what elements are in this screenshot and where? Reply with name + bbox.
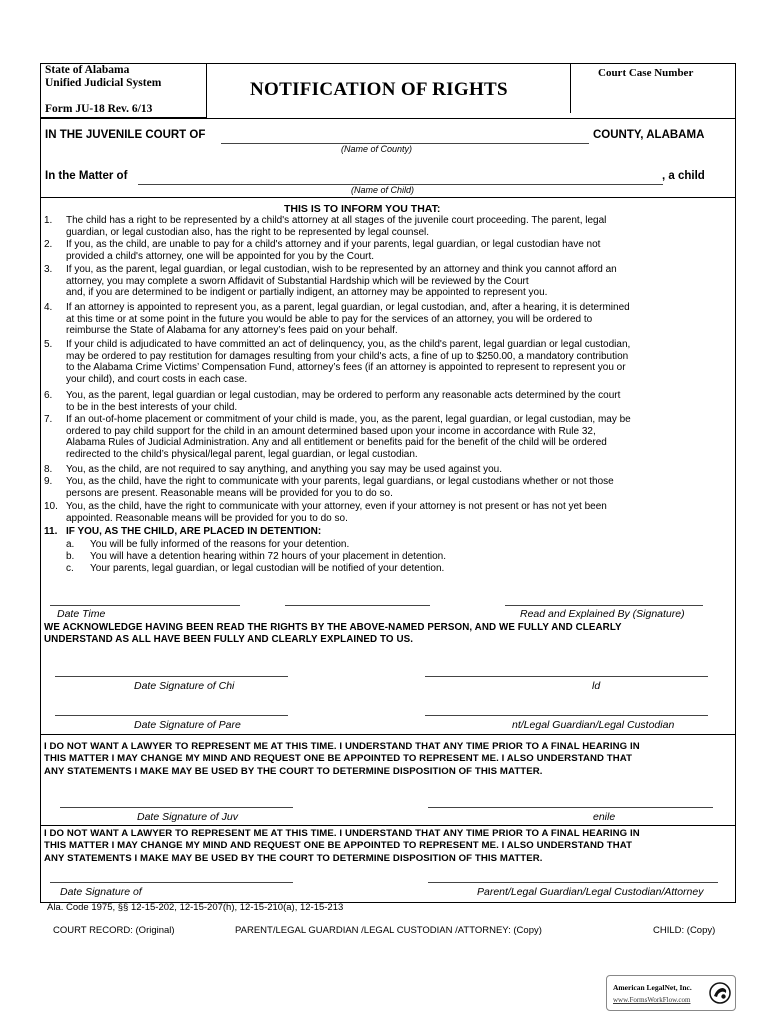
date-time-label: Date Time	[57, 608, 106, 620]
form-id: Form JU-18 Rev. 6/13	[45, 103, 153, 115]
publisher-logo-icon	[709, 982, 731, 1004]
right-item-2: 2. If you, as the child, are unable to pay for a child's attorney and if your parents, legal guardian, or legal custodian have not provided a child's attorney, one will be appointed for you by the Court.	[44, 239, 601, 262]
matter-suffix: , a child	[662, 170, 705, 182]
juvenile-sig-right: enile	[593, 811, 616, 823]
court-prefix: IN THE JUVENILE COURT OF	[45, 129, 206, 141]
read-by-line[interactable]	[505, 605, 703, 606]
publisher-badge	[606, 975, 736, 1011]
section-divider-1	[40, 734, 736, 735]
right-item-10: 10. You, as the child, have the right to communicate with your attorney, even if your attorney is not present or has not yet been appointed. Reasonable means will be provided for you to do so.	[44, 501, 607, 524]
child-sign-line[interactable]	[425, 676, 708, 677]
final-sig-right: Parent/Legal Guardian/Legal Custodian/Attorney	[477, 886, 704, 898]
detention-heading: 11. IF YOU, AS THE CHILD, ARE PLACED IN DETENTION:	[44, 526, 322, 537]
right-item-1: 1. The child has a right to be represented by a child's attorney at all stages of the juvenile court proceeding. The parent, legal guardian, or legal custodian also, has the right to be represented by legal counsel.	[44, 215, 607, 238]
waiver-text-2: I DO NOT WANT A LAWYER TO REPRESENT ME AT THIS TIME. I UNDERSTAND THAT ANY TIME PRIOR TO A FINAL HEARING IN THIS MATTER I MAY CHANGE MY MIND AND REQUEST ONE BE APPOINTED TO REPRESENT ME. I ALSO UNDERSTAND THAT ANY STATEMENTS I MAKE MAY BE USED BY THE COURT TO DETERMINE DISPOSITION OF THIS MATTER.	[44, 828, 640, 864]
page-title: NOTIFICATION OF RIGHTS	[250, 79, 508, 100]
right-item-3: 3. If you, as the parent, legal guardian, or legal custodian, wish to be represented by an attorney and think you cannot afford an attorney, you may complete a sworn Affidavit of Substantial Hardship which will be reviewed by the Court and, if you are determined to be indigent or partially indigent, an attorney may be appointed to represent you.	[44, 264, 617, 299]
parent-sig-left: Date Signature of Pare	[134, 719, 241, 731]
state-label: State of Alabama	[45, 64, 130, 76]
matter-divider	[40, 197, 736, 198]
footer-court-record: COURT RECORD: (Original)	[53, 925, 175, 936]
right-item-6: 6. You, as the parent, legal guardian or legal custodian, may be ordered to perform any reasonable acts determined by the court to be in the best interests of your child.	[44, 390, 621, 413]
child-caption: (Name of Child)	[351, 185, 415, 195]
detention-item-a: a. You will be fully informed of the reasons for your detention.	[66, 539, 350, 550]
child-sig-left: Date Signature of Chi	[134, 680, 235, 692]
detention-item-c: c. Your parents, legal guardian, or legal custodian will be notified of your detention.	[66, 563, 445, 574]
final-date-line[interactable]	[50, 882, 293, 883]
parent-sign-line[interactable]	[425, 715, 708, 716]
right-item-9: 9. You, as the child, have the right to communicate with your parents, legal guardians, or legal custodians whether or not those persons are present. Reasonable means will be provided for you to do so.	[44, 476, 614, 499]
waiver-text-1: I DO NOT WANT A LAWYER TO REPRESENT ME AT THIS TIME. I UNDERSTAND THAT ANY TIME PRIOR TO A FINAL HEARING IN THIS MATTER I MAY CHANGE MY MIND AND REQUEST ONE BE APPOINTED TO REPRESENT ME. I ALSO UNDERSTAND THAT ANY STATEMENTS I MAKE MAY BE USED BY THE COURT TO DETERMINE DISPOSITION OF THIS MATTER.	[44, 741, 640, 777]
final-sig-left: Date Signature of	[60, 886, 142, 898]
publisher-url[interactable]: www.FormsWorkFlow.com	[613, 996, 691, 1004]
detention-item-b: b. You will have a detention hearing within 72 hours of your placement in detention.	[66, 551, 446, 562]
system-label: Unified Judicial System	[45, 77, 162, 89]
juvenile-date-line[interactable]	[60, 807, 293, 808]
right-item-8: 8. You, as the child, are not required to say anything, and anything you say may be used against you.	[44, 464, 503, 475]
right-item-4: 4. If an attorney is appointed to represent you, as a parent, legal guardian, or legal custodian, and, after a hearing, it is determined at this time or at some point in the future you would be able to pay for the services of an attorney, you will be ordered to reimburse the State of Alabama for any attorney’s fees paid on your behalf.	[44, 302, 630, 337]
inform-heading: THIS IS TO INFORM YOU THAT:	[284, 203, 441, 215]
parent-sig-right: nt/Legal Guardian/Legal Custodian	[512, 719, 675, 731]
matter-prefix: In the Matter of	[45, 170, 128, 182]
read-by-label: Read and Explained By (Signature)	[520, 608, 685, 620]
child-date-line[interactable]	[55, 676, 288, 677]
date-time-line[interactable]	[50, 605, 240, 606]
publisher-name: American LegalNet, Inc.	[613, 983, 692, 992]
section-divider-2	[40, 825, 736, 826]
case-number-label: Court Case Number	[598, 67, 694, 79]
right-item-7: 7. If an out-of-home placement or commitment of your child is made, you, as the parent, legal guardian, or legal custodian, may be ordered to pay child support for the child in an amount determined based upon your income in accordance with Rule 32, Alabama Rules of Judicial Administration. Any and all entitlement or benefits paid for the benefit of the child will be ordered redirected to the child’s physical/legal parent, legal guardian, or legal custodian.	[44, 414, 631, 460]
final-sign-line[interactable]	[428, 882, 718, 883]
footer-parent-copy: PARENT/LEGAL GUARDIAN /LEGAL CUSTODIAN /ATTORNEY: (Copy)	[235, 925, 542, 936]
juvenile-sign-line[interactable]	[428, 807, 713, 808]
court-suffix: COUNTY, ALABAMA	[593, 129, 705, 141]
footer-child-copy: CHILD: (Copy)	[653, 925, 716, 936]
acknowledge-text: WE ACKNOWLEDGE HAVING BEEN READ THE RIGHTS BY THE ABOVE-NAMED PERSON, AND WE FULLY AND CLEARLY UNDERSTAND AS ALL HAVE BEEN FULLY AND CLEARLY EXPLAINED TO US.	[44, 622, 622, 646]
middle-sign-line[interactable]	[285, 605, 430, 606]
parent-date-line[interactable]	[55, 715, 288, 716]
child-sig-right: ld	[592, 680, 601, 692]
juvenile-sig-left: Date Signature of Juv	[137, 811, 238, 823]
header-divider	[40, 118, 736, 119]
right-item-5: 5. If your child is adjudicated to have committed an act of delinquency, you, as the child's parent, legal guardian or legal custodian, may be ordered to pay restitution for damages resulting from your child's acts, a fine of up to $250.00, a mandatory contribution to the Alabama Crime Victims’ Compensation Fund, attorney’s fees (if an attorney is appointed to represent to represent you or your child), and court costs in each case.	[44, 339, 631, 385]
county-caption: (Name of County)	[341, 144, 413, 154]
code-reference: Ala. Code 1975, §§ 12-15-202, 12-15-207(h), 12-15-210(a), 12-15-213	[47, 902, 344, 913]
